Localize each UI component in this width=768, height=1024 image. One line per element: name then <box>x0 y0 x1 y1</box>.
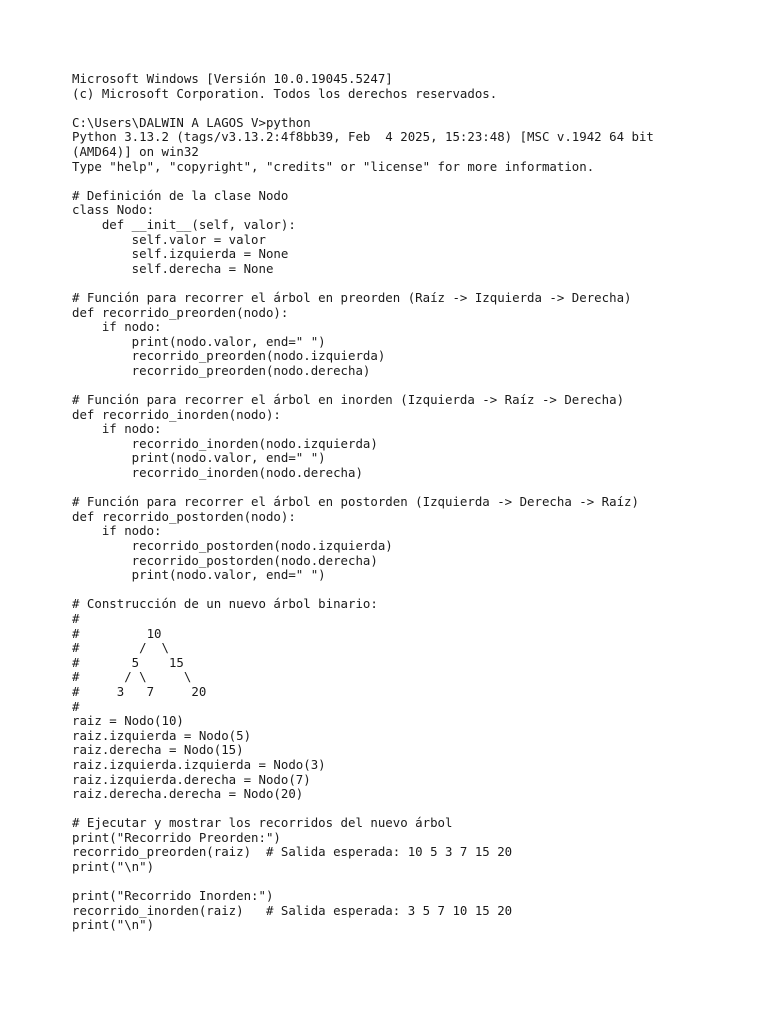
text-line: # / \ <box>72 640 169 656</box>
text-line: recorrido_inorden(nodo.derecha) <box>72 465 363 481</box>
text-line: # Función para recorrer el árbol en inorden (Izquierda -> Raíz -> Derecha) <box>72 392 625 408</box>
text-line: # <box>72 610 80 626</box>
text-line: if nodo: <box>72 421 162 437</box>
text-line: class Nodo: <box>72 202 155 218</box>
text-line: self.valor = valor <box>72 231 266 247</box>
text-line: recorrido_inorden(raiz) # Salida esperada: 3 5 7 10 15 20 <box>72 902 513 918</box>
text-line: raiz.izquierda.derecha = Nodo(7) <box>72 771 311 787</box>
text-line: C:\Users\DALWIN A LAGOS V>python <box>72 114 311 130</box>
text-line: # 3 7 20 <box>72 683 207 699</box>
text-line <box>72 101 732 116</box>
text-line: print("\n") <box>72 859 155 875</box>
text-line: raiz.izquierda = Nodo(5) <box>72 727 252 743</box>
text-line: print(nodo.valor, end=" ") <box>72 333 326 349</box>
text-line: if nodo: <box>72 319 162 335</box>
text-line: # Función para recorrer el árbol en preorden (Raíz -> Izquierda -> Derecha) <box>72 289 632 305</box>
text-line: Python 3.13.2 (tags/v3.13.2:4f8bb39, Feb 4 2025, 15:23:48) [MSC v.1942 64 bit <box>72 129 654 145</box>
text-line: print("Recorrido Inorden:") <box>72 888 274 904</box>
text-line: recorrido_postorden(nodo.derecha) <box>72 552 378 568</box>
text-line: recorrido_preorden(nodo.izquierda) <box>72 348 386 364</box>
text-line: raiz.derecha.derecha = Nodo(20) <box>72 786 304 802</box>
text-line: raiz.derecha = Nodo(15) <box>72 742 244 758</box>
text-line: self.izquierda = None <box>72 246 289 262</box>
text-line: (AMD64)] on win32 <box>72 143 199 159</box>
text-line: raiz.izquierda.izquierda = Nodo(3) <box>72 756 326 772</box>
text-line: recorrido_preorden(raiz) # Salida esperada: 10 5 3 7 15 20 <box>72 844 513 860</box>
text-line: print("\n") <box>72 917 155 933</box>
text-line: recorrido_postorden(nodo.izquierda) <box>72 538 393 553</box>
text-line: Type "help", "copyright", "credits" or "license" for more information. <box>72 158 595 174</box>
text-line: def recorrido_preorden(nodo): <box>72 304 289 320</box>
text-line <box>72 802 732 817</box>
text-line: self.derecha = None <box>72 260 274 276</box>
text-line: print(nodo.valor, end=" ") <box>72 450 326 466</box>
text-line: Microsoft Windows [Versión 10.0.19045.5247] <box>72 71 393 86</box>
text-line: # Ejecutar y mostrar los recorridos del nuevo árbol <box>72 815 453 831</box>
text-line: recorrido_inorden(nodo.izquierda) <box>72 435 378 451</box>
text-line: def recorrido_postorden(nodo): <box>72 508 296 524</box>
text-line: # / \ \ <box>72 669 192 685</box>
text-line <box>72 378 732 393</box>
text-line: recorrido_preorden(nodo.derecha) <box>72 362 371 378</box>
text-line: if nodo: <box>72 523 162 539</box>
text-line: # 10 <box>72 625 162 641</box>
text-line <box>72 875 732 890</box>
text-line: def recorrido_inorden(nodo): <box>72 406 281 422</box>
text-line: # Función para recorrer el árbol en postorden (Izquierda -> Derecha -> Raíz) <box>72 494 639 510</box>
text-line: def __init__(self, valor): <box>72 216 296 232</box>
text-line: print(nodo.valor, end=" ") <box>72 567 326 583</box>
text-line <box>72 583 732 598</box>
text-line: print("Recorrido Preorden:") <box>72 829 281 845</box>
text-line <box>72 481 732 496</box>
text-line <box>72 174 732 189</box>
text-line: # Definición de la clase Nodo <box>72 187 289 203</box>
text-line: # Construcción de un nuevo árbol binario: <box>72 596 378 612</box>
document-text-block <box>72 72 732 933</box>
text-line <box>72 276 732 291</box>
text-line: raiz = Nodo(10) <box>72 713 184 729</box>
text-line: # 5 15 <box>72 654 184 670</box>
text-line: # <box>72 698 80 714</box>
text-line: (c) Microsoft Corporation. Todos los derechos reservados. <box>72 85 498 101</box>
